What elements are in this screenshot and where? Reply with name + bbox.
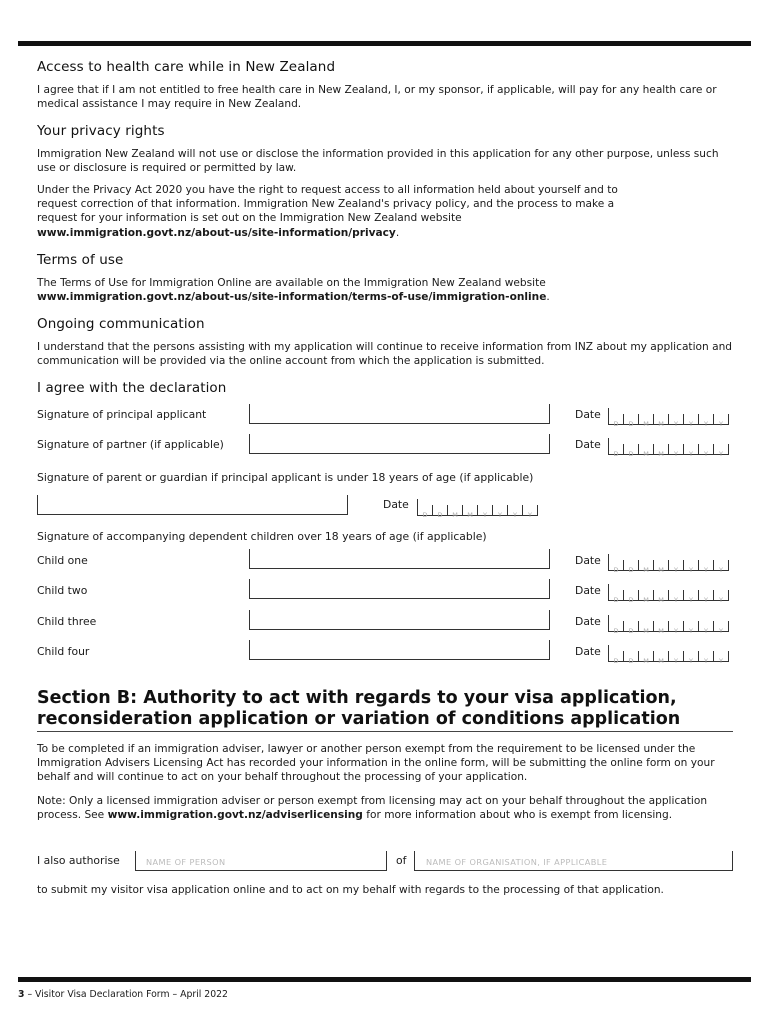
child-two-date-field[interactable] (608, 584, 729, 604)
terms-heading: Terms of use (37, 252, 124, 268)
health-text: I agree that if I am not entitled to free health care in New Zealand, I, or my sponsor, if applicable, will pay for any health care or medical assistance I may require in New Zealand. (37, 84, 717, 111)
child-four-date-label: Date (575, 645, 601, 658)
bottom-rule (18, 977, 751, 982)
child-one-date-label: Date (575, 554, 601, 567)
section-b-note (37, 794, 737, 822)
date-cell[interactable]: Y (714, 651, 729, 662)
guardian-signature-label: Signature of parent or guardian if principal applicant is under 18 years of age (if applicable) (37, 471, 534, 484)
date-cell[interactable]: Y (669, 590, 684, 601)
date-cell[interactable]: D (418, 505, 433, 516)
date-cell[interactable]: D (433, 505, 448, 516)
top-rule (18, 41, 751, 46)
date-cell[interactable]: D (624, 651, 639, 662)
date-cell[interactable]: Y (699, 590, 714, 601)
date-cell[interactable]: Y (684, 590, 699, 601)
terms-text: The Terms of Use for Immigration Online are available on the Immigration New Zealand website www.immigration.govt.nz/about-us/site-information/terms-of-use/immigration-online. (37, 277, 550, 304)
date-cell[interactable]: M (639, 590, 654, 601)
date-cell[interactable]: Y (699, 560, 714, 571)
partner-signature-field[interactable] (249, 434, 550, 454)
section-b-closing: to submit my visitor visa application online and to act on my behalf with regards to the processing of that application. (37, 884, 664, 896)
principal-signature-label: Signature of principal applicant (37, 408, 207, 421)
child-three-date-field[interactable] (608, 615, 729, 635)
section-b-rule (37, 731, 733, 732)
ongoing-text: I understand that the persons assisting with my application will continue to receive information from INZ about my application and communication will be provided via the online account from which the application is submitted. (37, 341, 733, 368)
date-cell[interactable]: Y (714, 560, 729, 571)
page-footer (18, 989, 228, 1000)
date-cell[interactable]: M (448, 505, 463, 516)
date-cell[interactable]: M (654, 414, 669, 425)
date-cell[interactable]: M (639, 414, 654, 425)
date-cell[interactable]: D (609, 414, 624, 425)
date-cell[interactable]: Y (478, 505, 493, 516)
adviser-licensing-link[interactable]: www.immigration.govt.nz/adviserlicensing (107, 809, 363, 822)
date-cell[interactable]: Y (699, 651, 714, 662)
privacy-text-1: Immigration New Zealand will not use or disclose the information provided in this application for any other purpose, unless such use or disclosure is required or permitted by law. (37, 148, 719, 175)
date-cell[interactable]: M (463, 505, 478, 516)
principal-date-label: Date (575, 408, 601, 421)
children-signature-label: Signature of accompanying dependent children over 18 years of age (if applicable) (37, 530, 487, 543)
organisation-name-placeholder: NAME OF ORGANISATION, IF APPLICABLE (426, 857, 608, 867)
date-cell[interactable]: M (639, 651, 654, 662)
privacy-heading: Your privacy rights (37, 123, 165, 139)
date-cell[interactable]: D (609, 444, 624, 455)
date-cell[interactable]: Y (684, 414, 699, 425)
date-cell[interactable]: M (654, 651, 669, 662)
footer-text: – Visitor Visa Declaration Form – April 2022 (24, 989, 228, 1000)
child-two-date-label: Date (575, 584, 601, 597)
child-two-label: Child two (37, 584, 88, 597)
of-label: of (396, 854, 407, 867)
date-cell[interactable]: Y (714, 444, 729, 455)
section-b-title: Section B: Authority to act with regards to your visa application, reconsideration application or variation of conditions application (37, 688, 681, 729)
date-cell[interactable]: Y (669, 414, 684, 425)
person-name-placeholder: NAME OF PERSON (146, 857, 226, 867)
child-three-date-label: Date (575, 615, 601, 628)
health-heading: Access to health care while in New Zealand (37, 59, 336, 75)
partner-date-field[interactable] (608, 438, 729, 458)
date-cell[interactable]: M (654, 590, 669, 601)
date-cell[interactable]: D (624, 590, 639, 601)
date-cell[interactable]: D (624, 560, 639, 571)
date-cell[interactable]: Y (684, 621, 699, 632)
terms-text-body: The Terms of Use for Immigration Online are available on the Immigration New Zealand website (37, 277, 546, 289)
child-one-signature-field[interactable] (249, 549, 550, 569)
partner-date-label: Date (575, 438, 601, 451)
date-cell[interactable]: D (624, 414, 639, 425)
date-cell[interactable]: D (609, 621, 624, 632)
date-cell[interactable]: Y (669, 560, 684, 571)
date-cell[interactable]: Y (508, 505, 523, 516)
child-one-date-field[interactable] (608, 554, 729, 574)
partner-signature-label: Signature of partner (if applicable) (37, 438, 224, 451)
child-four-label: Child four (37, 645, 90, 658)
terms-link[interactable]: www.immigration.govt.nz/about-us/site-information/terms-of-use/immigration-online (37, 291, 547, 304)
date-cell[interactable]: M (654, 621, 669, 632)
date-cell[interactable]: Y (699, 444, 714, 455)
date-cell[interactable]: D (609, 651, 624, 662)
child-two-signature-field[interactable] (249, 579, 550, 599)
section-b-note-pre: Note: Only a licensed immigration adviser or person exempt from licensing may act on your behalf throughout the application process. See (37, 795, 708, 822)
date-cell[interactable]: Y (523, 505, 538, 516)
date-cell[interactable]: Y (699, 621, 714, 632)
principal-date-field[interactable] (608, 408, 729, 428)
date-cell[interactable]: Y (493, 505, 508, 516)
date-cell[interactable]: M (639, 560, 654, 571)
declaration-heading: I agree with the declaration (37, 380, 227, 396)
child-four-date-field[interactable] (608, 645, 729, 665)
date-cell[interactable]: Y (669, 621, 684, 632)
date-cell[interactable]: Y (699, 414, 714, 425)
principal-signature-field[interactable] (249, 404, 550, 424)
child-one-label: Child one (37, 554, 88, 567)
page-number: 3 (18, 989, 25, 1000)
section-b-note-post: for more information about who is exempt from licensing. (366, 809, 673, 822)
date-cell[interactable]: M (654, 444, 669, 455)
date-cell[interactable]: D (624, 621, 639, 632)
date-cell[interactable]: D (609, 560, 624, 571)
child-three-signature-field[interactable] (249, 610, 550, 630)
date-cell[interactable]: Y (669, 444, 684, 455)
date-cell[interactable]: M (639, 444, 654, 455)
date-cell[interactable]: Y (714, 621, 729, 632)
privacy-text-2: Under the Privacy Act 2020 you have the right to request access to all information held about yourself and to request correction of that information. Immigration New Zealand's privacy policy, and the process to make a request for your information is set out on the Immigration New Zealand website www.immigration.govt.nz/about-us/site-information/privacy. (37, 184, 618, 239)
child-four-signature-field[interactable] (249, 640, 550, 660)
date-cell[interactable]: M (654, 560, 669, 571)
date-cell[interactable]: M (639, 621, 654, 632)
guardian-date-field[interactable] (417, 499, 538, 519)
date-cell[interactable]: D (609, 590, 624, 601)
ongoing-heading: Ongoing communication (37, 316, 205, 332)
guardian-date-label: Date (383, 498, 409, 511)
privacy-text-2-body: Under the Privacy Act 2020 you have the right to request access to all information held about yourself and to request correction of that information. Immigration New Zealand's privacy policy, and the process to make a request for your information is set out on the Immigration New Zealand website (37, 184, 618, 225)
section-b-text: To be completed if an immigration adviser, lawyer or another person exempt from the requirement to be licensed under the Immigration Advisers Licensing Act has recorded your information in the online form, will be submitting the online form on your behalf and will continue to act on your behalf throughout the processing of your application. (37, 743, 715, 784)
date-cell[interactable]: Y (714, 590, 729, 601)
date-cell[interactable]: Y (684, 444, 699, 455)
date-cell[interactable]: Y (684, 651, 699, 662)
date-cell[interactable]: Y (714, 414, 729, 425)
date-cell[interactable]: Y (684, 560, 699, 571)
privacy-link[interactable]: www.immigration.govt.nz/about-us/site-information/privacy (37, 226, 396, 239)
date-cell[interactable]: Y (669, 651, 684, 662)
child-three-label: Child three (37, 615, 97, 628)
authorise-label: I also authorise (37, 854, 120, 867)
date-cell[interactable]: D (624, 444, 639, 455)
guardian-signature-field[interactable] (37, 495, 348, 515)
